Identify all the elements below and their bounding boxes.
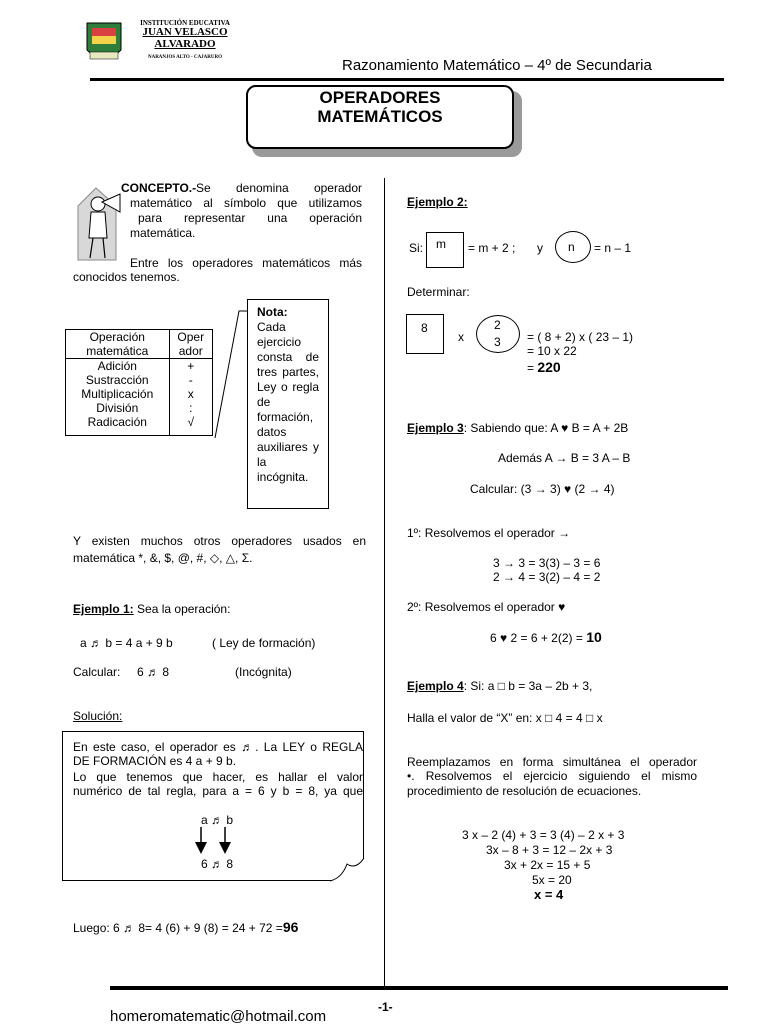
ejemplo-4-eq-1: 3 x – 2 (4) + 3 = 3 (4) – 2 x + 3 [462, 828, 625, 842]
page-curl-icon [330, 858, 366, 884]
ejemplo-2-si: Si: [409, 241, 424, 255]
ejemplo-4-label: Ejemplo 4 [407, 679, 464, 693]
table-cell: Adición [66, 359, 170, 374]
table-cell: + [169, 359, 212, 374]
page-title [246, 85, 514, 149]
table-row [66, 359, 213, 374]
intro-line-1: Entre los operadores matemáticos más [130, 256, 362, 270]
ejemplo-2-y: y [537, 241, 543, 255]
footer-email: homeromatematic@hotmail.com [110, 1008, 327, 1025]
ejemplo-2-def-1: = m + 2 ; [468, 241, 516, 255]
school-logo [84, 20, 244, 66]
ejemplo-3-label: Ejemplo 3 [407, 421, 464, 435]
ejemplo-4-eq-4: 5x = 20 [532, 873, 572, 887]
solucion-label: Solución: [73, 709, 123, 723]
down-arrows-icon [193, 826, 233, 858]
logo-line-2: JUAN VELASCO ALVARADO [142, 26, 228, 50]
nota-body: Cada ejercicio consta de tres partes, Ley o regla de formación, datos auxiliares y la incógnita. [257, 320, 319, 484]
others-line-2: matemática *, &, $, @, #, ◇, △, Σ. [73, 551, 253, 565]
ejemplo-3-step-2: 2º: Resolvemos el operador ♥ [407, 600, 566, 614]
luego-result: 96 [282, 919, 299, 935]
concepto-line-4: matemática. [130, 226, 196, 240]
solution-line-1: En este caso, el operador es ♬. La LEY o REGLA [73, 740, 363, 754]
ejemplo-1-calc-expr: 6 ♬ 8 [137, 665, 170, 679]
ejemplo-2-circle-bottom: 3 [494, 335, 501, 349]
logo-line-1: INSTITUCIÓN EDUCATIVA [140, 19, 230, 27]
ejemplo-4-halla: Halla el valor de “X” en: x □ 4 = 4 □ x [407, 711, 603, 725]
logo-line-3: NARANJOS ALTO - CAJARURO [147, 55, 223, 61]
nota-box [247, 299, 329, 509]
ejemplo-3-eq-3: 6 ♥ 2 = 6 + 2(2) = [490, 631, 583, 645]
ejemplo-4-result: x = 4 [534, 887, 564, 902]
ejemplo-1-text: Sea la operación: [137, 602, 231, 616]
ejemplo-3-eq-2: 2 → 4 = 3(2) – 4 = 2 [493, 570, 601, 584]
table-cell: División [66, 401, 170, 415]
table-row [66, 373, 213, 387]
ejemplo-4-paragraph-3: procedimiento de resolución de ecuaciones. [407, 784, 642, 798]
title-line-1: OPERADORES [319, 88, 441, 107]
solution-pattern: a ♬ b [201, 813, 234, 827]
title-line-2: MATEMÁTICOS [317, 107, 443, 126]
ejemplo-1-label: Ejemplo 1: [73, 602, 134, 616]
operators-table [65, 329, 213, 436]
luego-text: Luego: 6 ♬ 8= 4 (6) + 9 (8) = 24 + 72 = [73, 921, 283, 935]
intro-line-2: conocidos tenemos. [73, 270, 180, 284]
table-cell: x [169, 387, 212, 401]
ejemplo-4-text: : Si: a □ b = 3a – 2b + 3, [463, 679, 593, 693]
ejemplo-2-circle-top: 2 [494, 318, 501, 332]
solution-instance: 6 ♬ 8 [201, 857, 234, 871]
ejemplo-2-step-2: = 10 x 22 [527, 344, 577, 358]
table-cell: - [169, 373, 212, 387]
ejemplo-2-determinar: Determinar: [407, 285, 470, 299]
nota-callout-line [213, 310, 249, 440]
concepto-line-2: matemático al símbolo que utilizamos [130, 196, 362, 210]
ejemplo-2-circle-n: n [568, 240, 575, 254]
ejemplo-1-law-note: ( Ley de formación) [212, 636, 316, 650]
ejemplo-2-step-1: = ( 8 + 2) x ( 23 – 1) [527, 330, 634, 344]
ejemplo-1-law: a ♬ b = 4 a + 9 b [80, 636, 173, 650]
ejemplo-1-calc-label: Calcular: [73, 665, 121, 679]
ejemplo-1-calc-note: (Incógnita) [235, 665, 292, 679]
ejemplo-2-x: x [458, 330, 464, 344]
table-cell: √ [169, 415, 212, 436]
table-cell: : [169, 401, 212, 415]
concepto-line-3: para representar una operación [138, 211, 362, 225]
ejemplo-4-eq-2: 3x – 8 + 3 = 12 – 2x + 3 [486, 843, 613, 857]
others-line-1: Y existen muchos otros operadores usados en [73, 534, 366, 548]
table-cell: Sustracción [66, 373, 170, 387]
ejemplo-3-step-1: 1º: Resolvemos el operador → [407, 526, 571, 540]
header-rule [90, 78, 724, 81]
column-divider [384, 178, 385, 988]
solution-line-3: Lo que tenemos que hacer, es hallar el valor [73, 770, 363, 784]
ejemplo-3-result: 10 [586, 629, 602, 645]
table-row [66, 401, 213, 415]
ejemplo-4-paragraph-1: Reemplazamos en forma simultánea el operador [407, 755, 697, 769]
ejemplo-2-result: 220 [537, 359, 561, 375]
header-subject: Razonamiento Matemático – 4º de Secundaria [342, 57, 652, 74]
ejemplo-3-text: : Sabiendo que: A ♥ B = A + 2B [463, 421, 629, 435]
concepto-label: CONCEPTO.- [121, 181, 197, 195]
concepto-line-1: Se denomina operador [196, 181, 362, 195]
ejemplo-4-paragraph-2: •. Resolvemos el ejercicio siguiendo el mismo [407, 769, 697, 783]
solution-line-4: numérico de tal regla, para a = 6 y b = 8, ya que [73, 784, 363, 798]
page-number: -1- [378, 1000, 393, 1014]
footer-rule [110, 986, 728, 990]
ejemplo-2-step-3: = [527, 361, 535, 375]
table-cell: Multiplicación [66, 387, 170, 401]
table-header-operation: Operación matemática [66, 330, 170, 359]
table-header-operator: Oper ador [169, 330, 212, 359]
ejemplo-2-box-m: m [436, 237, 446, 251]
ejemplo-2-def-2: = n – 1 [594, 241, 632, 255]
table-cell: Radicación [66, 415, 170, 436]
ejemplo-2-box-8: 8 [421, 321, 428, 335]
table-row [66, 415, 213, 436]
teacher-megaphone-icon [76, 186, 122, 262]
table-row [66, 387, 213, 401]
ejemplo-3-eq-1: 3 → 3 = 3(3) – 3 = 6 [493, 556, 601, 570]
school-crest-icon [84, 20, 124, 66]
solution-line-2: DE FORMACIÓN es 4 a + 9 b. [73, 754, 237, 768]
ejemplo-3-ademas: Además A → B = 3 A – B [498, 451, 631, 465]
ejemplo-2-label: Ejemplo 2: [407, 195, 468, 209]
nota-title: Nota: [257, 305, 288, 319]
ejemplo-4-eq-3: 3x + 2x = 15 + 5 [504, 858, 591, 872]
ejemplo-3-calcular: Calcular: (3 → 3) ♥ (2 → 4) [470, 482, 615, 496]
